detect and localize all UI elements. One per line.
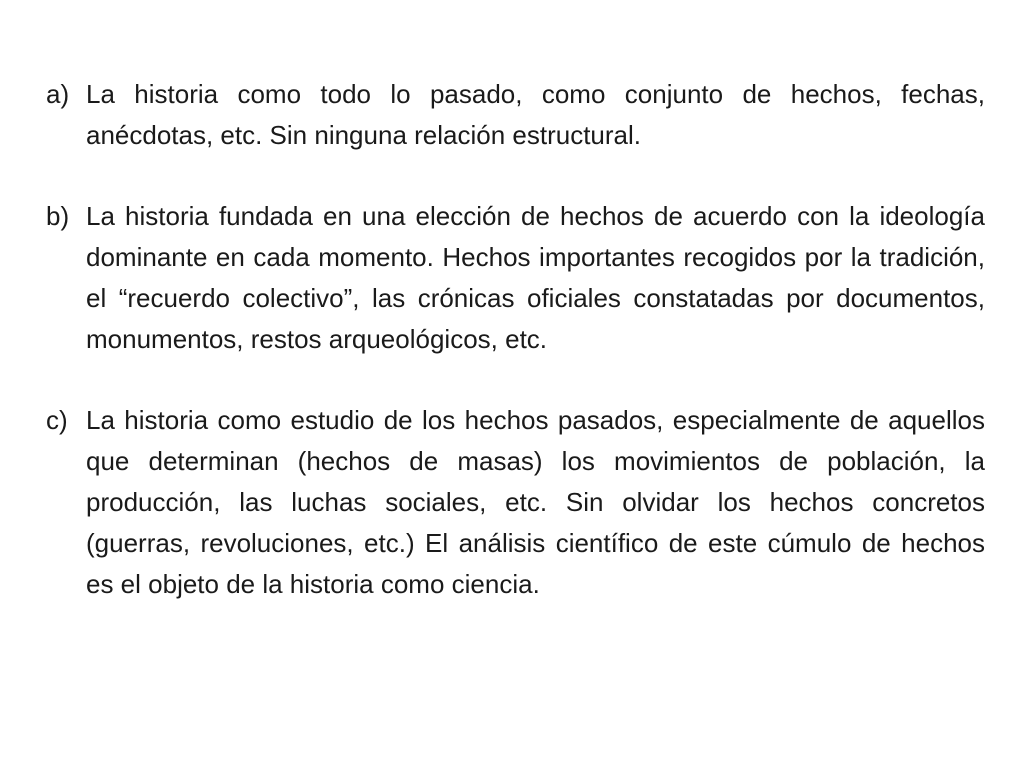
list-item-text: La historia como estudio de los hechos pasados, especialmente de aquellos que determinan (hechos de masas) los movimientos de población, la producción, las luchas sociales, etc. Sin olvidar los hechos concretos (guerras, revoluciones, etc.) El análisis científico de este cúmulo de hechos es el objeto de la historia como ciencia. [86,405,985,599]
list-item-c [46,400,985,605]
list-marker: c) [46,405,68,435]
definition-list [46,74,985,645]
list-item-text: La historia como todo lo pasado, como conjunto de hechos, fechas, anécdotas, etc. Sin ninguna relación estructural. [86,79,985,150]
list-item-a [46,74,985,156]
list-marker: a) [46,79,70,109]
list-item-text: La historia fundada en una elección de hechos de acuerdo con la ideología dominante en cada momento. Hechos importantes recogidos por la tradición, el “recuerdo colectivo”, las crónicas oficiales constatadas por documentos, monumentos, restos arqueológicos, etc. [86,201,985,354]
list-item-b [46,196,985,360]
list-marker: b) [46,201,70,231]
